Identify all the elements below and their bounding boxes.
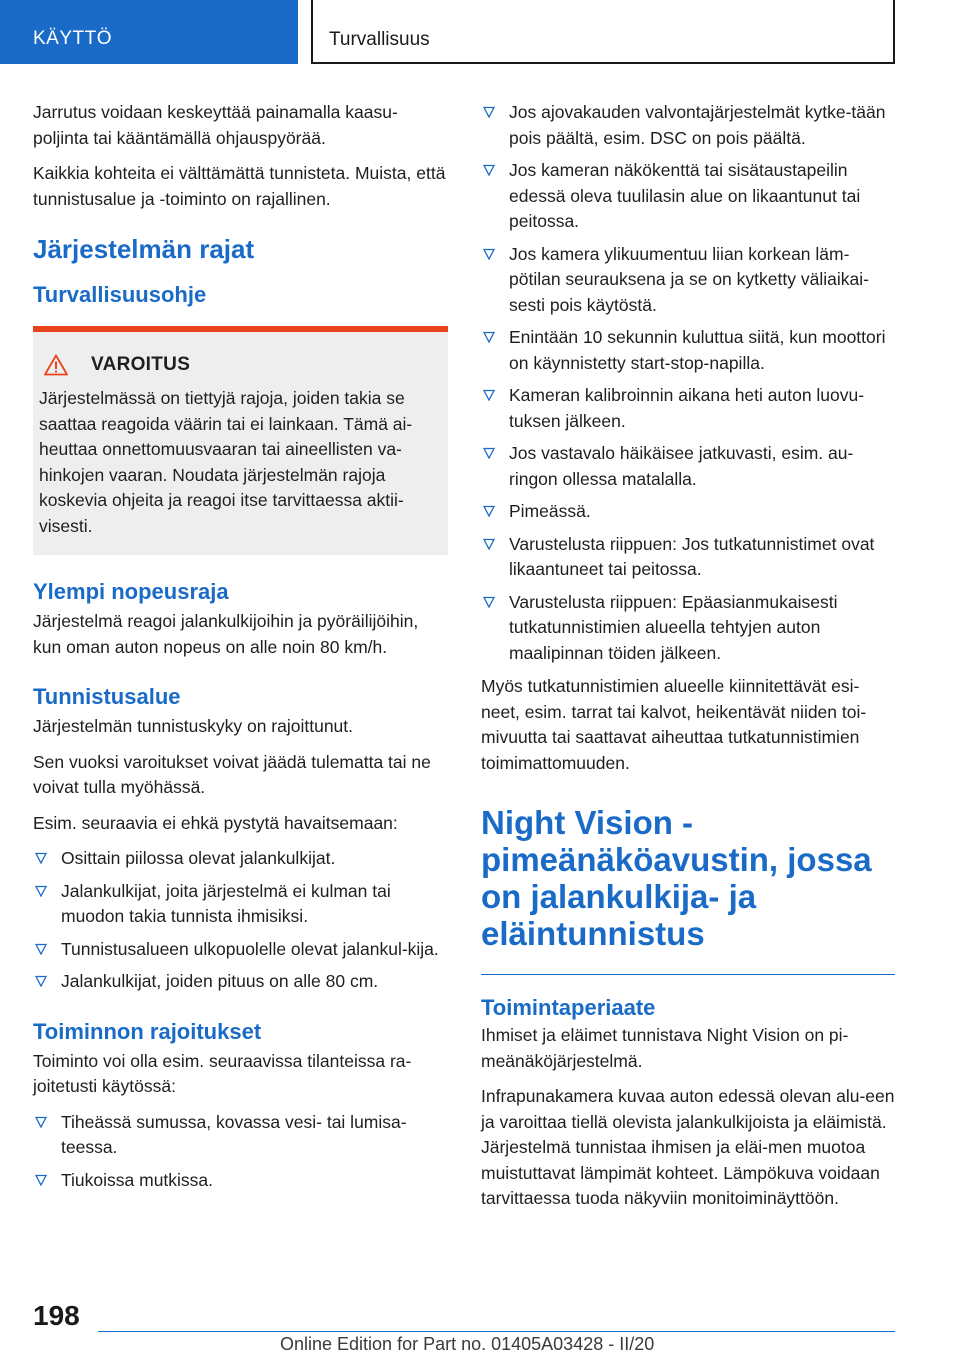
heading-safety-note: Turvallisuusohje — [33, 282, 207, 307]
paragraph: Toiminto voi olla esim. seuraavissa tilanteissa ra-joitetusti käytössä: — [33, 1050, 412, 1096]
triangle-bullet-icon — [35, 852, 47, 864]
heading-detection-range: Tunnistusalue — [33, 684, 181, 709]
chapter-tab: KÄYTTÖ — [0, 0, 298, 64]
list-item: Tiukoissa mutkissa. — [33, 1168, 448, 1194]
paragraph: Esim. seuraavia ei ehkä pystytä havaitsemaan: — [33, 812, 398, 833]
list-item: Jos kamera ylikuumentuu liian korkean läm-pötilan seurauksena ja se on kytketty väliaikai-sesti pois käytöstä. — [481, 242, 895, 319]
paragraph: Järjestelmä reagoi jalankulkijoihin ja pyöräilijöihin, kun oman auton nopeus on alle noin 80 km/h. — [33, 611, 419, 657]
warning-header — [39, 354, 436, 376]
warning-box — [33, 326, 448, 555]
triangle-bullet-icon — [483, 538, 495, 550]
section-divider — [481, 974, 895, 975]
limitation-list — [481, 100, 895, 666]
triangle-bullet-icon — [483, 106, 495, 118]
list-item: Tiheässä sumussa, kovassa vesi- tai lumisa-teessa. — [33, 1110, 448, 1161]
list-item: Kameran kalibroinnin aikana heti auton luovu-tuksen jälkeen. — [481, 383, 895, 434]
heading-function-limits: Toiminnon rajoitukset — [33, 1018, 262, 1044]
list-item: Tunnistusalueen ulkopuolelle olevat jalankul-kija. — [33, 937, 448, 963]
triangle-bullet-icon — [35, 975, 47, 987]
list-item: Varustelusta riippuen: Epäasianmukaisesti tutkatunnistimien alueella tehtyjen auton maalipinnan töiden jälkeen. — [481, 590, 895, 667]
paragraph: Ihmiset ja eläimet tunnistava Night Vision on pi-meänäköjärjestelmä. — [481, 1025, 849, 1071]
list-item: Varustelusta riippuen: Jos tutkatunnistimet ovat likaantuneet tai peitossa. — [481, 532, 895, 583]
list-item: Jalankulkijat, joiden pituus on alle 80 cm. — [33, 969, 448, 995]
detection-list — [33, 846, 448, 995]
list-item: Jos kameran näkökenttä tai sisätaustapeilin edessä oleva tuulilasin alue on likaantunut tai peitossa. — [481, 158, 895, 235]
triangle-bullet-icon — [35, 1116, 47, 1128]
left-column — [33, 100, 448, 1201]
paragraph: Jarrutus voidaan keskeyttää painamalla kaasu-poljinta tai kääntämällä ohjauspyörää. — [33, 102, 398, 148]
paragraph: Sen vuoksi varoitukset voivat jäädä tulematta tai ne voivat tulla myöhässä. — [33, 751, 431, 797]
triangle-bullet-icon — [483, 164, 495, 176]
heading-operating-principle: Toimintaperiaate — [481, 995, 656, 1020]
triangle-bullet-icon — [35, 943, 47, 955]
triangle-bullet-icon — [483, 596, 495, 608]
paragraph: Kaikkia kohteita ei välttämättä tunnisteta. Muista, että tunnistusalue ja -toiminto on rajallinen. — [33, 163, 446, 209]
warning-text: Järjestelmässä on tiettyjä rajoja, joiden takia se saattaa reagoida väärin tai ei lainkaan. Tämä ai-heuttaa onnettomuusvaaran tai aineellisten va-hinkojen vaaran. Noudata järjestelmän rajoja koskevia ohjeita ja reagoi itse tarvittaessa aktii-visesti. — [39, 388, 413, 536]
triangle-bullet-icon — [483, 389, 495, 401]
warning-triangle-icon — [44, 354, 68, 376]
list-item: Jos vastavalo häikäisee jatkuvasti, esim. au-ringon ollessa matalalla. — [481, 441, 895, 492]
triangle-bullet-icon — [35, 1174, 47, 1186]
warning-title: VAROITUS — [91, 354, 191, 375]
list-item: Pimeässä. — [481, 499, 895, 525]
function-limits-list — [33, 1110, 448, 1194]
footer-edition: Online Edition for Part no. 01405A03428 - II/20 — [280, 1334, 655, 1354]
page-number: 198 — [33, 1300, 80, 1331]
list-item: Enintään 10 sekunnin kuluttua siitä, kun moottori on käynnistetty start-stop-napilla. — [481, 325, 895, 376]
triangle-bullet-icon — [483, 505, 495, 517]
list-item: Jos ajovakauden valvontajärjestelmät kytke-tään pois päältä, esim. DSC on pois päältä. — [481, 100, 895, 151]
triangle-bullet-icon — [483, 447, 495, 459]
triangle-bullet-icon — [483, 248, 495, 260]
right-column — [481, 100, 895, 1222]
heading-system-limits: Järjestelmän rajat — [33, 234, 255, 264]
paragraph: Infrapunakamera kuvaa auton edessä olevan alu-een ja varoittaa tiellä olevista jalankulkijoista ja eläimistä. Järjestelmä tunnistaa ihmisen ja eläi-men muotoa muistuttavat lämpimät kohteet. Lämpökuva voidaan tarvittaessa tuoda näkyviin monitoiminäyttöön. — [481, 1086, 895, 1208]
list-item: Osittain piilossa olevat jalankulkijat. — [33, 846, 448, 872]
list-item: Jalankulkijat, joita järjestelmä ei kulman tai muodon takia tunnista ihmisiksi. — [33, 879, 448, 930]
section-title: Turvallisuus — [311, 0, 895, 64]
heading-night-vision: Night Vision - pimeänäköavustin, jossa on jalankulkija- ja eläintunnistus — [481, 804, 872, 952]
triangle-bullet-icon — [483, 331, 495, 343]
paragraph: Myös tutkatunnistimien alueelle kiinnitettävät esi-neet, esim. tarrat tai kalvot, heikentävät niiden toi-mivuutta tai saattavat aiheuttaa tutkatunnistimien toimimattomuuden. — [481, 676, 867, 773]
footer-divider — [98, 1331, 895, 1332]
heading-speed-limit: Ylempi nopeusraja — [33, 579, 229, 604]
triangle-bullet-icon — [35, 885, 47, 897]
paragraph: Järjestelmän tunnistuskyky on rajoittunut. — [33, 716, 354, 736]
